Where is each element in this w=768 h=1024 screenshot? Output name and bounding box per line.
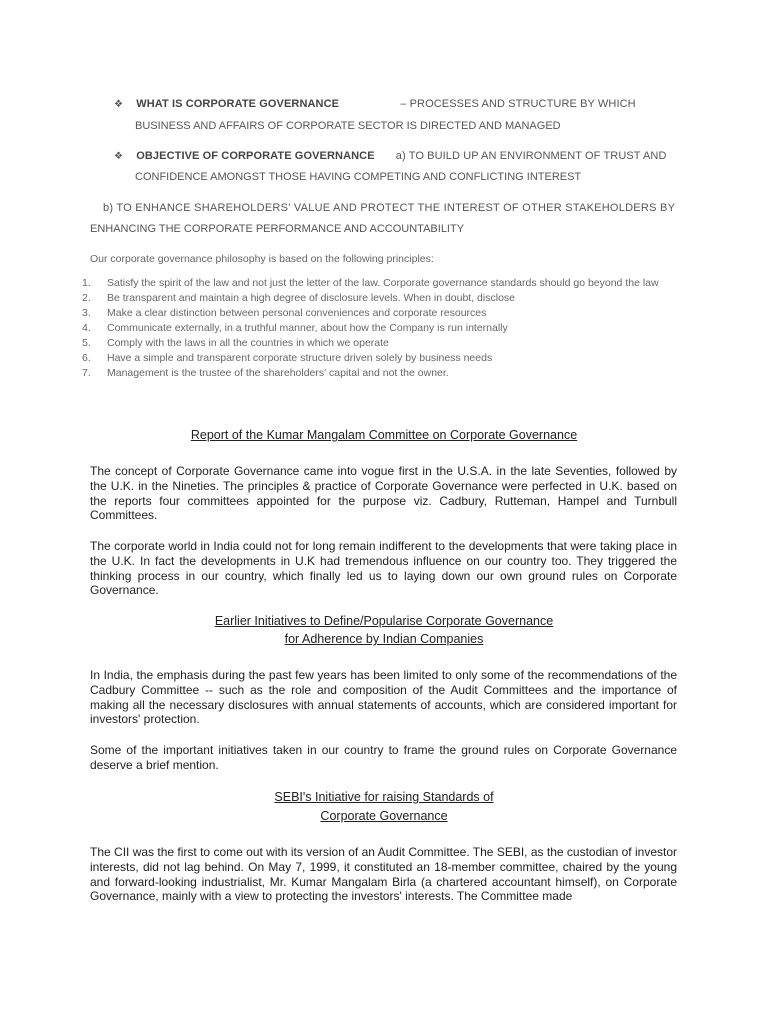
- list-item: 2. Be transparent and maintain a high degree of disclosure levels. When in doubt, disclose: [82, 292, 515, 304]
- paragraph: In India, the emphasis during the past few years has been limited to only some of the recommendations of the Cadbury Committee -- such as the role and composition of the Audit Committees and the importance of making all the necessary disclosures with annual statements of accounts, which are considered important for investors' protection.: [90, 668, 677, 727]
- diamond-bullet-icon: ❖: [114, 99, 124, 110]
- bullet-what-is: [114, 98, 636, 110]
- list-item: 3. Make a clear distinction between personal conveniences and corporate resources: [82, 307, 487, 319]
- list-item: 4. Communicate externally, in a truthful manner, about how the Company is run internally: [82, 322, 508, 334]
- section-heading: SEBI's Initiative for raising Standards of: [274, 790, 494, 804]
- bullet-heading: OBJECTIVE OF CORPORATE GOVERNANCE: [136, 150, 375, 162]
- bullet-heading: WHAT IS CORPORATE GOVERNANCE: [136, 98, 340, 110]
- paragraph: The CII was the first to come out with its version of an Audit Committee. The SEBI, as the custodian of investor interests, did not lag behind. On May 7, 1999, it constituted an 18-member committee, chaired by the young and forward-looking industrialist, Mr. Kumar Mangalam Birla (a chartered accountant himself), on Corporate Governance, mainly with a view to protecting the investors' interests. The Committee made: [90, 845, 677, 904]
- bullet-continuation: BUSINESS AND AFFAIRS OF CORPORATE SECTOR IS DIRECTED AND MANAGED: [135, 120, 561, 132]
- list-item: 6. Have a simple and transparent corporate structure driven solely by business needs: [82, 352, 493, 364]
- bullet-continuation: CONFIDENCE AMONGST THOSE HAVING COMPETING AND CONFLICTING INTEREST: [135, 171, 582, 183]
- section-heading: for Adherence by Indian Companies: [284, 632, 484, 646]
- bullet-objective: [114, 150, 667, 162]
- diamond-bullet-icon: ❖: [114, 151, 124, 162]
- bullet-text: – PROCESSES AND STRUCTURE BY WHICH: [400, 98, 636, 110]
- section-heading: Earlier Initiatives to Define/Popularise Corporate Governance: [214, 614, 554, 628]
- principles-list: [82, 276, 682, 381]
- section-heading: Report of the Kumar Mangalam Committee on Corporate Governance: [190, 428, 578, 442]
- objective-b-line1: b) TO ENHANCE SHAREHOLDERS' VALUE AND PROTECT THE INTEREST OF OTHER STAKEHOLDERS BY: [103, 202, 676, 214]
- list-item: 1. Satisfy the spirit of the law and not just the letter of the law. Corporate governance standards should go beyond the law: [82, 277, 659, 289]
- section-heading: Corporate Governance: [320, 809, 448, 823]
- bullet-text: a) TO BUILD UP AN ENVIRONMENT OF TRUST AND: [395, 150, 667, 162]
- paragraph: The concept of Corporate Governance came into vogue first in the U.S.A. in the late Seventies, followed by the U.K. in the Nineties. The principles & practice of Corporate Governance were perfected in U.K. based on the reports four committees appointed for the purpose viz. Cadbury, Rutteman, Hampel and Turnbull Committees.: [90, 464, 677, 523]
- list-item: 7. Management is the trustee of the shareholders' capital and not the owner.: [82, 367, 449, 379]
- objective-b-line2: ENHANCING THE CORPORATE PERFORMANCE AND ACCOUNTABILITY: [90, 223, 465, 235]
- list-item: 5. Comply with the laws in all the countries in which we operate: [82, 337, 389, 349]
- principles-intro: Our corporate governance philosophy is based on the following principles:: [90, 253, 434, 265]
- paragraph: Some of the important initiatives taken in our country to frame the ground rules on Corporate Governance deserve a brief mention.: [90, 743, 677, 772]
- paragraph: The corporate world in India could not for long remain indifferent to the developments that were taking place in the U.K. In fact the developments in U.K had tremendous influence on our country too. They triggered the thinking process in our country, which finally led us to laying down our own ground rules on Corporate Governance.: [90, 539, 677, 598]
